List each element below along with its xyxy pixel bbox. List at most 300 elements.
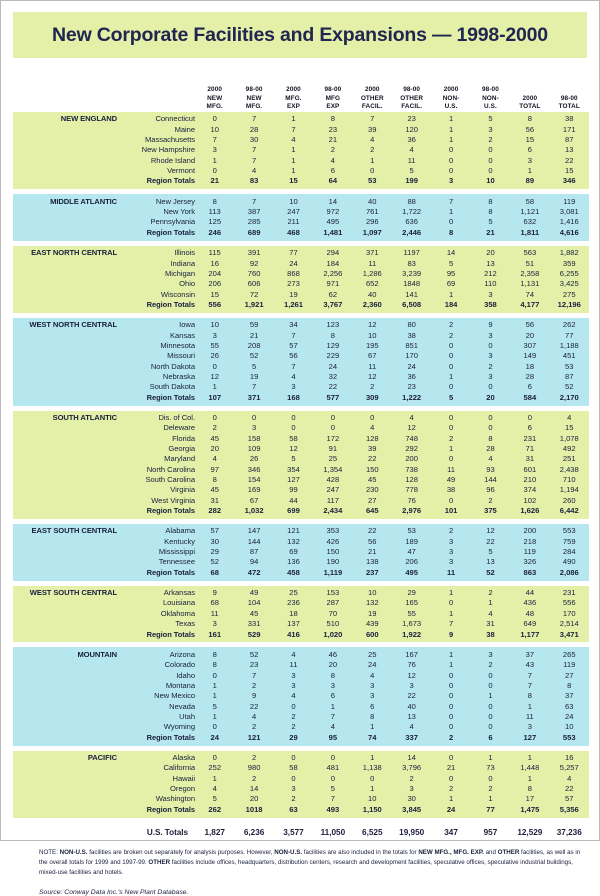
data-cell: 2,514	[550, 619, 589, 629]
data-cell: 0	[431, 411, 470, 423]
data-cell: 20	[195, 444, 234, 454]
region-total-cell: 346	[550, 176, 589, 189]
region-label	[13, 341, 117, 351]
data-cell: 1,194	[550, 485, 589, 495]
data-cell: 3	[274, 681, 313, 691]
data-cell: 2	[313, 145, 352, 155]
region-total-cell: 83	[234, 176, 273, 189]
footnote-segment: NEW MFG., MFG. EXP.	[418, 848, 484, 856]
data-cell: 49	[234, 586, 273, 598]
data-cell: 0	[431, 751, 470, 763]
data-cell: 1,673	[392, 619, 431, 629]
data-cell: 147	[234, 524, 273, 536]
data-cell: 55	[195, 341, 234, 351]
column-header-line: 2000	[286, 86, 301, 94]
table-row	[13, 361, 589, 371]
state-label: New Jersey	[117, 194, 195, 206]
region-total-cell: 371	[234, 392, 273, 405]
footnote-segment: and	[483, 848, 498, 856]
data-cell: 29	[195, 547, 234, 557]
data-cell: 307	[510, 341, 549, 351]
column-header-line: 98-00	[482, 86, 499, 94]
data-cell: 2	[471, 586, 510, 598]
table-row	[13, 547, 589, 557]
region-total-cell: 3,767	[313, 300, 352, 313]
data-cell: 132	[353, 598, 392, 608]
data-cell: 150	[353, 464, 392, 474]
data-cell: 34	[274, 318, 313, 330]
state-label: Arizona	[117, 647, 195, 659]
data-cell: 93	[471, 464, 510, 474]
data-cell: 189	[392, 536, 431, 546]
region-total-cell: 358	[471, 300, 510, 313]
data-cell: 218	[510, 536, 549, 546]
data-cell: 12	[195, 372, 234, 382]
table-row	[13, 722, 589, 732]
state-label: Mississippi	[117, 547, 195, 557]
state-label: New Mexico	[117, 691, 195, 701]
table-row	[13, 411, 589, 423]
data-cell: 1	[353, 784, 392, 794]
data-cell: 6	[313, 691, 352, 701]
data-cell: 1,354	[313, 464, 352, 474]
data-cell: 9	[471, 318, 510, 330]
data-cell: 8	[510, 784, 549, 794]
data-cell: 0	[471, 423, 510, 433]
data-cell: 27	[353, 495, 392, 505]
data-cell: 5	[471, 112, 510, 124]
data-cell: 495	[313, 217, 352, 227]
data-cell: 14	[313, 194, 352, 206]
region-total-cell: 20	[471, 392, 510, 405]
region-totals-label: Region Totals	[117, 300, 195, 313]
state-label: West Virginia	[117, 495, 195, 505]
data-cell: 56	[353, 536, 392, 546]
region-total-cell: 493	[313, 804, 352, 817]
region-label	[13, 361, 117, 371]
state-label: Michigan	[117, 268, 195, 278]
data-cell: 24	[353, 660, 392, 670]
data-cell: 200	[392, 454, 431, 464]
data-cell: 7	[431, 619, 470, 629]
data-cell: 40	[392, 701, 431, 711]
data-cell: 0	[195, 112, 234, 124]
data-cell: 12	[353, 318, 392, 330]
region-label	[13, 722, 117, 732]
state-label: New York	[117, 207, 195, 217]
data-cell: 0	[471, 722, 510, 732]
data-cell: 4	[550, 411, 589, 423]
column-header-line: 2000	[364, 86, 380, 94]
us-total-cell: 6,236	[234, 818, 273, 839]
data-cell: 0	[471, 155, 510, 165]
data-cell: 104	[234, 598, 273, 608]
data-cell: 19	[353, 608, 392, 618]
data-cell: 3	[274, 670, 313, 680]
table-row	[13, 691, 589, 701]
region-label	[13, 773, 117, 783]
data-cell: 200	[510, 524, 549, 536]
data-cell: 138	[353, 557, 392, 567]
data-cell: 231	[550, 586, 589, 598]
column-header-line: TOTAL	[558, 103, 580, 111]
table-row	[13, 763, 589, 773]
region-total-cell: 1,922	[392, 629, 431, 642]
data-cell: 76	[392, 660, 431, 670]
data-cell: 45	[234, 608, 273, 618]
column-header-line: 2000	[522, 94, 538, 102]
region-total-cell: 237	[353, 567, 392, 580]
data-cell: 172	[313, 433, 352, 443]
data-cell: 97	[195, 464, 234, 474]
data-cell: 6	[313, 166, 352, 176]
region-total-cell: 1,020	[313, 629, 352, 642]
data-cell: 490	[550, 557, 589, 567]
data-cell: 158	[234, 433, 273, 443]
data-cell: 115	[195, 246, 234, 258]
data-cell: 8	[550, 681, 589, 691]
state-label: Alabama	[117, 524, 195, 536]
data-cell: 99	[274, 485, 313, 495]
data-cell: 8	[195, 194, 234, 206]
data-cell: 52	[195, 557, 234, 567]
region-totals-row	[13, 506, 589, 519]
data-cell: 96	[471, 485, 510, 495]
region-totals-label: Region Totals	[117, 227, 195, 240]
state-label: Montana	[117, 681, 195, 691]
region-totals-label: Region Totals	[117, 392, 195, 405]
state-label: Vermont	[117, 166, 195, 176]
column-header-line: FACIL.	[361, 103, 383, 111]
data-cell: 23	[234, 660, 273, 670]
data-cell: 252	[195, 763, 234, 773]
data-cell: 231	[510, 433, 549, 443]
us-totals-blank	[13, 818, 117, 839]
data-cell: 1	[431, 124, 470, 134]
data-cell: 760	[234, 268, 273, 278]
region-total-cell: 9	[431, 629, 470, 642]
region-total-cell: 5,356	[550, 804, 589, 817]
region-label-empty	[13, 506, 117, 519]
data-cell: 3	[195, 619, 234, 629]
table-row	[13, 145, 589, 155]
state-label: Connecticut	[117, 112, 195, 124]
data-cell: 0	[274, 773, 313, 783]
region-totals-row	[13, 804, 589, 817]
table-row	[13, 351, 589, 361]
column-header-8	[471, 68, 510, 112]
data-cell: 12	[353, 372, 392, 382]
state-label: Utah	[117, 712, 195, 722]
data-cell: 2	[431, 784, 470, 794]
data-cell: 4	[550, 773, 589, 783]
data-cell: 88	[392, 194, 431, 206]
data-cell: 8	[195, 475, 234, 485]
data-cell: 1	[510, 166, 549, 176]
data-cell: 563	[510, 246, 549, 258]
data-cell: 0	[431, 145, 470, 155]
page-title: New Corporate Facilities and Expansions — 1998-2000	[52, 23, 548, 46]
region-total-cell: 8	[431, 227, 470, 240]
data-cell: 3	[195, 330, 234, 340]
data-cell: 150	[313, 547, 352, 557]
region-label	[13, 763, 117, 773]
data-cell: 7	[234, 670, 273, 680]
data-cell: 0	[471, 712, 510, 722]
data-cell: 0	[195, 751, 234, 763]
data-cell: 8	[195, 647, 234, 659]
data-cell: 3	[471, 289, 510, 299]
table-row	[13, 155, 589, 165]
data-cell: 1	[195, 773, 234, 783]
region-total-cell: 2,976	[392, 506, 431, 519]
data-cell: 20	[510, 330, 549, 340]
data-cell: 2	[274, 712, 313, 722]
data-cell: 51	[510, 258, 549, 268]
data-cell: 230	[353, 485, 392, 495]
data-cell: 48	[510, 608, 549, 618]
data-cell: 14	[234, 784, 273, 794]
data-cell: 70	[313, 608, 352, 618]
region-totals-row	[13, 176, 589, 189]
data-cell: 44	[510, 586, 549, 598]
data-cell: 22	[353, 524, 392, 536]
data-cell: 2,256	[313, 268, 352, 278]
table-header	[13, 68, 589, 112]
data-cell: 1	[510, 751, 549, 763]
data-cell: 8	[471, 194, 510, 206]
data-cell: 0	[431, 454, 470, 464]
table-row	[13, 372, 589, 382]
data-cell: 165	[392, 598, 431, 608]
data-cell: 247	[274, 207, 313, 217]
data-cell: 0	[431, 155, 470, 165]
region-label	[13, 423, 117, 433]
column-header-line: MFG.	[245, 103, 263, 111]
state-label: Indiana	[117, 258, 195, 268]
data-cell: 17	[510, 794, 549, 804]
state-label: North Dakota	[117, 361, 195, 371]
data-cell: 14	[392, 751, 431, 763]
data-cell: 1	[353, 722, 392, 732]
data-cell: 77	[550, 330, 589, 340]
region-total-cell: 577	[313, 392, 352, 405]
state-label: California	[117, 763, 195, 773]
data-cell: 40	[353, 194, 392, 206]
data-cell: 68	[195, 598, 234, 608]
column-header-line: 98-00	[403, 86, 421, 94]
region-total-cell: 127	[510, 732, 549, 745]
data-cell: 52	[234, 351, 273, 361]
region-total-cell: 1018	[234, 804, 273, 817]
data-cell: 59	[234, 318, 273, 330]
state-label: Texas	[117, 619, 195, 629]
data-cell: 14	[431, 246, 470, 258]
data-cell: 24	[550, 712, 589, 722]
table-row	[13, 598, 589, 608]
data-cell: 3,796	[392, 763, 431, 773]
data-cell: 260	[550, 495, 589, 505]
data-cell: 5	[431, 258, 470, 268]
table-row	[13, 712, 589, 722]
table-row	[13, 433, 589, 443]
data-cell: 10	[195, 318, 234, 330]
region-total-cell: 309	[353, 392, 392, 405]
data-cell: 0	[195, 361, 234, 371]
region-label-empty	[13, 804, 117, 817]
region-total-cell: 1,097	[353, 227, 392, 240]
data-cell: 13	[471, 258, 510, 268]
data-cell: 3	[392, 681, 431, 691]
column-header-7	[431, 68, 470, 112]
region-total-cell: 863	[510, 567, 549, 580]
data-cell: 5	[471, 217, 510, 227]
region-totals-row	[13, 392, 589, 405]
data-cell: 0	[431, 681, 470, 691]
data-cell: 3	[274, 784, 313, 794]
data-cell: 10	[195, 124, 234, 134]
data-cell: 11	[274, 660, 313, 670]
data-cell: 374	[510, 485, 549, 495]
data-cell: 0	[431, 361, 470, 371]
table-row	[13, 268, 589, 278]
region-total-cell: 6,508	[392, 300, 431, 313]
data-cell: 4	[392, 145, 431, 155]
data-cell: 19	[274, 289, 313, 299]
region-total-cell: 53	[353, 176, 392, 189]
region-totals-label: Region Totals	[117, 567, 195, 580]
data-cell: 1	[431, 135, 470, 145]
region-label	[13, 670, 117, 680]
data-cell: 3	[431, 557, 470, 567]
region-total-cell: 15	[274, 176, 313, 189]
region-label: EAST NORTH CENTRAL	[13, 246, 117, 258]
data-cell: 262	[550, 318, 589, 330]
data-cell: 436	[510, 598, 549, 608]
table-row	[13, 454, 589, 464]
data-cell: 0	[195, 411, 234, 423]
data-cell: 1	[313, 701, 352, 711]
data-cell: 6	[510, 382, 549, 392]
data-cell: 3,239	[392, 268, 431, 278]
region-label	[13, 382, 117, 392]
data-cell: 24	[313, 361, 352, 371]
region-total-cell: 468	[274, 227, 313, 240]
data-cell: 7	[431, 194, 470, 206]
region-total-cell: 63	[274, 804, 313, 817]
data-cell: 4	[392, 722, 431, 732]
footnote-segment: NON-U.S.	[59, 848, 88, 856]
data-cell: 46	[313, 647, 352, 659]
footnote-segment: NON-U.S.	[274, 848, 303, 856]
data-cell: 4	[353, 423, 392, 433]
region-total-cell: 95	[313, 732, 352, 745]
data-cell: 0	[195, 722, 234, 732]
data-cell: 0	[431, 598, 470, 608]
data-cell: 56	[510, 124, 549, 134]
data-cell: 3	[510, 155, 549, 165]
region-total-cell: 1,481	[313, 227, 352, 240]
data-cell: 11	[195, 608, 234, 618]
data-cell: 10	[274, 194, 313, 206]
data-cell: 171	[550, 124, 589, 134]
data-cell: 331	[234, 619, 273, 629]
region-total-cell: 101	[431, 506, 470, 519]
data-cell: 141	[392, 289, 431, 299]
region-total-cell: 2	[431, 732, 470, 745]
data-cell: 285	[234, 217, 273, 227]
region-totals-row	[13, 567, 589, 580]
data-cell: 2	[353, 382, 392, 392]
table-row	[13, 444, 589, 454]
data-cell: 1	[431, 660, 470, 670]
data-cell: 0	[431, 423, 470, 433]
region-label: SOUTH ATLANTIC	[13, 411, 117, 423]
region-total-cell: 24	[195, 732, 234, 745]
data-cell: 12	[392, 423, 431, 433]
data-cell: 4	[274, 691, 313, 701]
region-total-cell: 161	[195, 629, 234, 642]
state-label: Ohio	[117, 279, 195, 289]
region-label: MOUNTAIN	[13, 647, 117, 659]
region-total-cell: 246	[195, 227, 234, 240]
data-cell: 20	[234, 794, 273, 804]
data-cell: 7	[234, 194, 273, 206]
data-cell: 22	[550, 784, 589, 794]
data-cell: 2	[234, 681, 273, 691]
region-label	[13, 464, 117, 474]
region-total-cell: 107	[195, 392, 234, 405]
region-total-cell: 11	[431, 567, 470, 580]
data-cell: 0	[431, 166, 470, 176]
data-cell: 117	[313, 495, 352, 505]
data-cell: 22	[550, 155, 589, 165]
data-cell: 154	[234, 475, 273, 485]
data-cell: 0	[471, 701, 510, 711]
data-cell: 649	[510, 619, 549, 629]
data-cell: 1,448	[510, 763, 549, 773]
data-cell: 3	[392, 784, 431, 794]
data-cell: 1	[431, 586, 470, 598]
table-row	[13, 207, 589, 217]
region-label-empty	[13, 567, 117, 580]
data-cell: 1	[195, 382, 234, 392]
data-cell: 738	[392, 464, 431, 474]
data-cell: 1	[431, 372, 470, 382]
data-cell: 8	[510, 112, 549, 124]
region-total-cell: 2,434	[313, 506, 352, 519]
data-cell: 39	[353, 124, 392, 134]
data-cell: 0	[431, 341, 470, 351]
title-banner	[13, 12, 587, 58]
data-cell: 26	[195, 351, 234, 361]
data-cell: 113	[195, 207, 234, 217]
state-label: Maine	[117, 124, 195, 134]
region-total-cell: 121	[234, 732, 273, 745]
data-cell: 24	[274, 258, 313, 268]
region-total-cell: 458	[274, 567, 313, 580]
data-cell: 1	[431, 289, 470, 299]
data-cell: 123	[313, 318, 352, 330]
data-cell: 210	[510, 475, 549, 485]
data-cell: 21	[234, 330, 273, 340]
data-cell: 273	[274, 279, 313, 289]
data-cell: 94	[234, 557, 273, 567]
data-cell: 24	[392, 361, 431, 371]
data-cell: 0	[431, 670, 470, 680]
region-total-cell: 553	[550, 732, 589, 745]
data-cell: 3,425	[550, 279, 589, 289]
